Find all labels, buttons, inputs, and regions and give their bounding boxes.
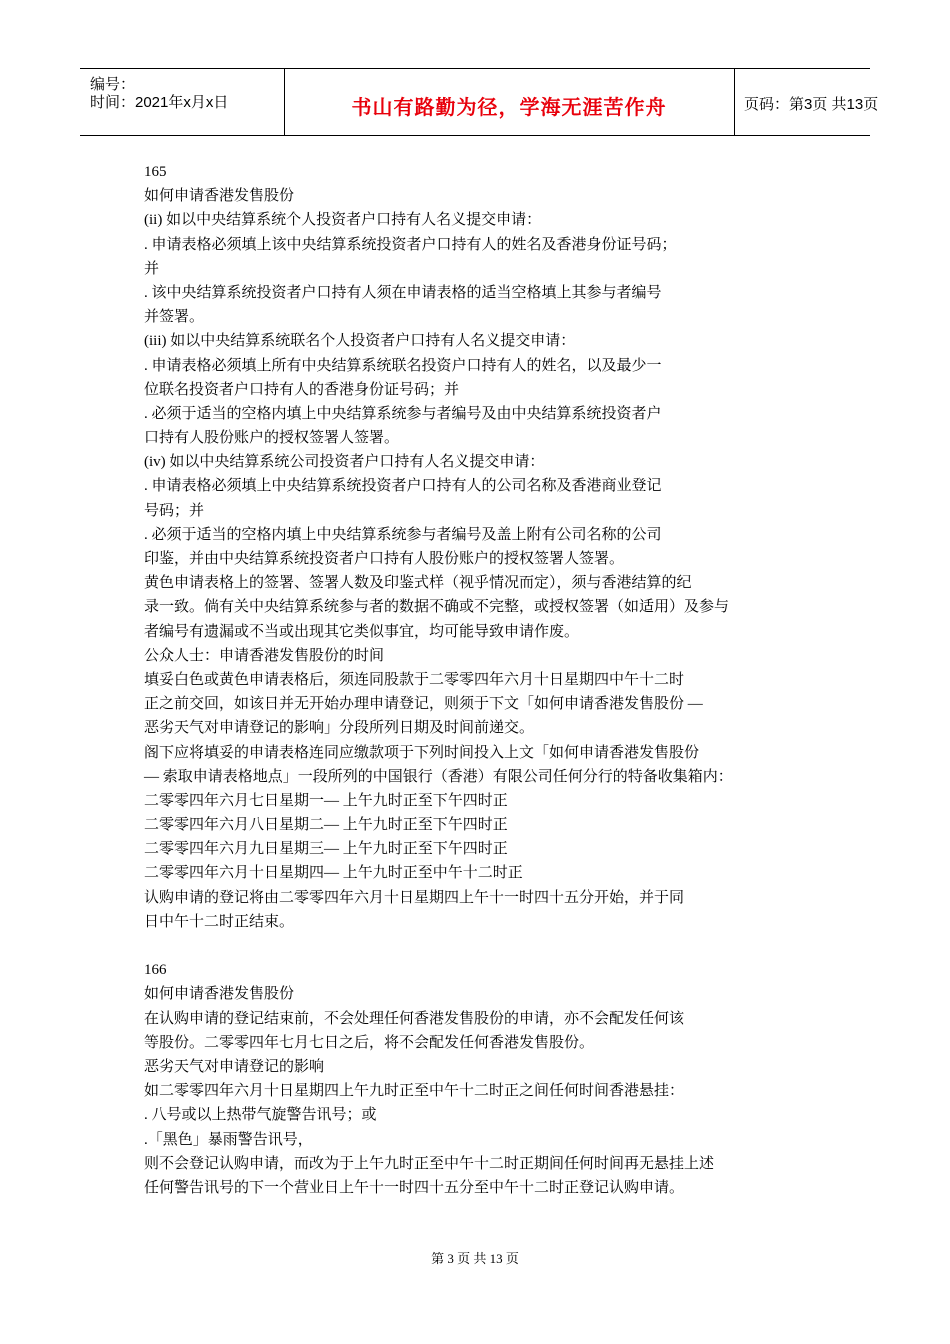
text-line: 165: [144, 164, 167, 180]
section-gap: [144, 934, 824, 958]
text-line: 二零零四年六月十日星期四— 上午九时正至中午十二时正: [144, 865, 523, 882]
text-line: 在认购申请的登记结束前，不会处理任何香港发售股份的申请，亦不会配发任何该: [144, 1010, 685, 1027]
page-header: [80, 68, 879, 136]
text-line: 二零零四年六月九日星期三— 上午九时正至下午四时正: [144, 841, 508, 858]
text-line: 阁下应将填妥的申请表格连同应缴款项于下列时间投入上文「如何申请香港发售股份: [144, 744, 700, 761]
text-line: 如二零零四年六月十日星期四上午九时正至中午十二时正之间任何时间香港悬挂：: [144, 1083, 685, 1100]
text-line: 恶劣天气对申请登记的影响: [144, 1058, 325, 1075]
text-line: 如何申请香港发售股份: [144, 188, 295, 205]
text-line: 正之前交回，如该日并无开始办理申请登记，则须于下文「如何申请香港发售股份 —: [144, 696, 703, 713]
text-line: 认购申请的登记将由二零零四年六月十日星期四上午十一时四十五分开始，并于同: [144, 889, 685, 906]
text-line: 口持有人股份账户的授权签署人签署。: [144, 430, 400, 447]
header-page-info: 页码：第3页 共13页: [744, 96, 879, 113]
text-line: 公众人士：申请香港发售股份的时间: [144, 647, 385, 664]
text-line: .「黑色」暴雨警告讯号，: [144, 1131, 313, 1148]
text-line: . 该中央结算系统投资者户口持有人须在申请表格的适当空格填上其参与者编号: [144, 284, 662, 301]
text-line: (ii) 如以中央结算系统个人投资者户口持有人名义提交申请：: [144, 212, 542, 229]
section-166: [144, 958, 824, 1200]
text-line: 二零零四年六月八日星期二— 上午九时正至下午四时正: [144, 817, 508, 834]
text-line: . 必须于适当的空格内填上中央结算系统参与者编号及由中央结算系统投资者户: [144, 405, 662, 422]
document-body: [144, 160, 824, 1200]
text-line: 任何警告讯号的下一个营业日上午十一时四十五分至中午十二时正登记认购申请。: [144, 1179, 685, 1196]
text-line: . 申请表格必须填上该中央结算系统投资者户口持有人的姓名及香港身份证号码；: [144, 236, 677, 253]
header-meta-cell: [80, 69, 285, 135]
text-line: 填妥白色或黄色申请表格后，须连同股款于二零零四年六月十日星期四中午十二时: [144, 671, 685, 688]
text-line: 者编号有遗漏或不当或出现其它类似事宜，均可能导致申请作废。: [144, 623, 580, 640]
document-number-label: 编号：: [90, 76, 136, 93]
text-line: . 必须于适当的空格内填上中央结算系统参与者编号及盖上附有公司名称的公司: [144, 526, 662, 543]
text-line: 并: [144, 260, 160, 277]
text-line: . 申请表格必须填上中央结算系统投资者户口持有人的公司名称及香港商业登记: [144, 478, 662, 495]
text-line: 166: [144, 962, 167, 979]
section-165: [144, 160, 824, 934]
text-line: 日中午十二时正结束。: [144, 913, 295, 930]
text-line: 号码；并: [144, 502, 205, 519]
page-footer: 第 3 页 共 13 页: [431, 1251, 519, 1266]
text-line: 等股份。二零零四年七月七日之后，将不会配发任何香港发售股份。: [144, 1034, 595, 1051]
header-page-cell: [735, 69, 879, 135]
header-motto: 书山有路勤为径，学海无涯苦作舟: [351, 95, 667, 119]
text-line: — 索取申请表格地点」一段所列的中国银行（香港）有限公司任何分行的特备收集箱内：: [144, 768, 733, 785]
text-line: . 申请表格必须填上所有中央结算系统联名投资户口持有人的姓名，以及最少一: [144, 357, 662, 374]
document-date-label: 时间：2021年x月x日: [90, 94, 229, 111]
text-line: 黄色申请表格上的签署、签署人数及印鉴式样（视乎情况而定），须与香港结算的纪: [144, 575, 692, 592]
text-line: 恶劣天气对申请登记的影响」分段所列日期及时间前递交。: [144, 720, 535, 737]
text-line: 录一致。倘有关中央结算系统参与者的数据不确或不完整，或授权签署（如适用）及参与: [144, 599, 730, 616]
header-motto-cell: [284, 69, 735, 135]
text-line: . 八号或以上热带气旋警告讯号；或: [144, 1107, 377, 1124]
text-line: 印鉴，并由中央结算系统投资者户口持有人股份账户的授权签署人签署。: [144, 551, 625, 567]
text-line: 并签署。: [144, 309, 205, 326]
text-line: (iii) 如以中央结算系统联名个人投资者户口持有人名义提交申请：: [144, 333, 576, 350]
text-line: 二零零四年六月七日星期一— 上午九时正至下午四时正: [144, 792, 508, 809]
text-line: 如何申请香港发售股份: [144, 986, 295, 1003]
text-line: 位联名投资者户口持有人的香港身份证号码；并: [144, 381, 460, 398]
text-line: 则不会登记认购申请，而改为于上午九时正至中午十二时正期间任何时间再无悬挂上述: [144, 1155, 715, 1172]
text-line: (iv) 如以中央结算系统公司投资者户口持有人名义提交申请：: [144, 454, 545, 471]
